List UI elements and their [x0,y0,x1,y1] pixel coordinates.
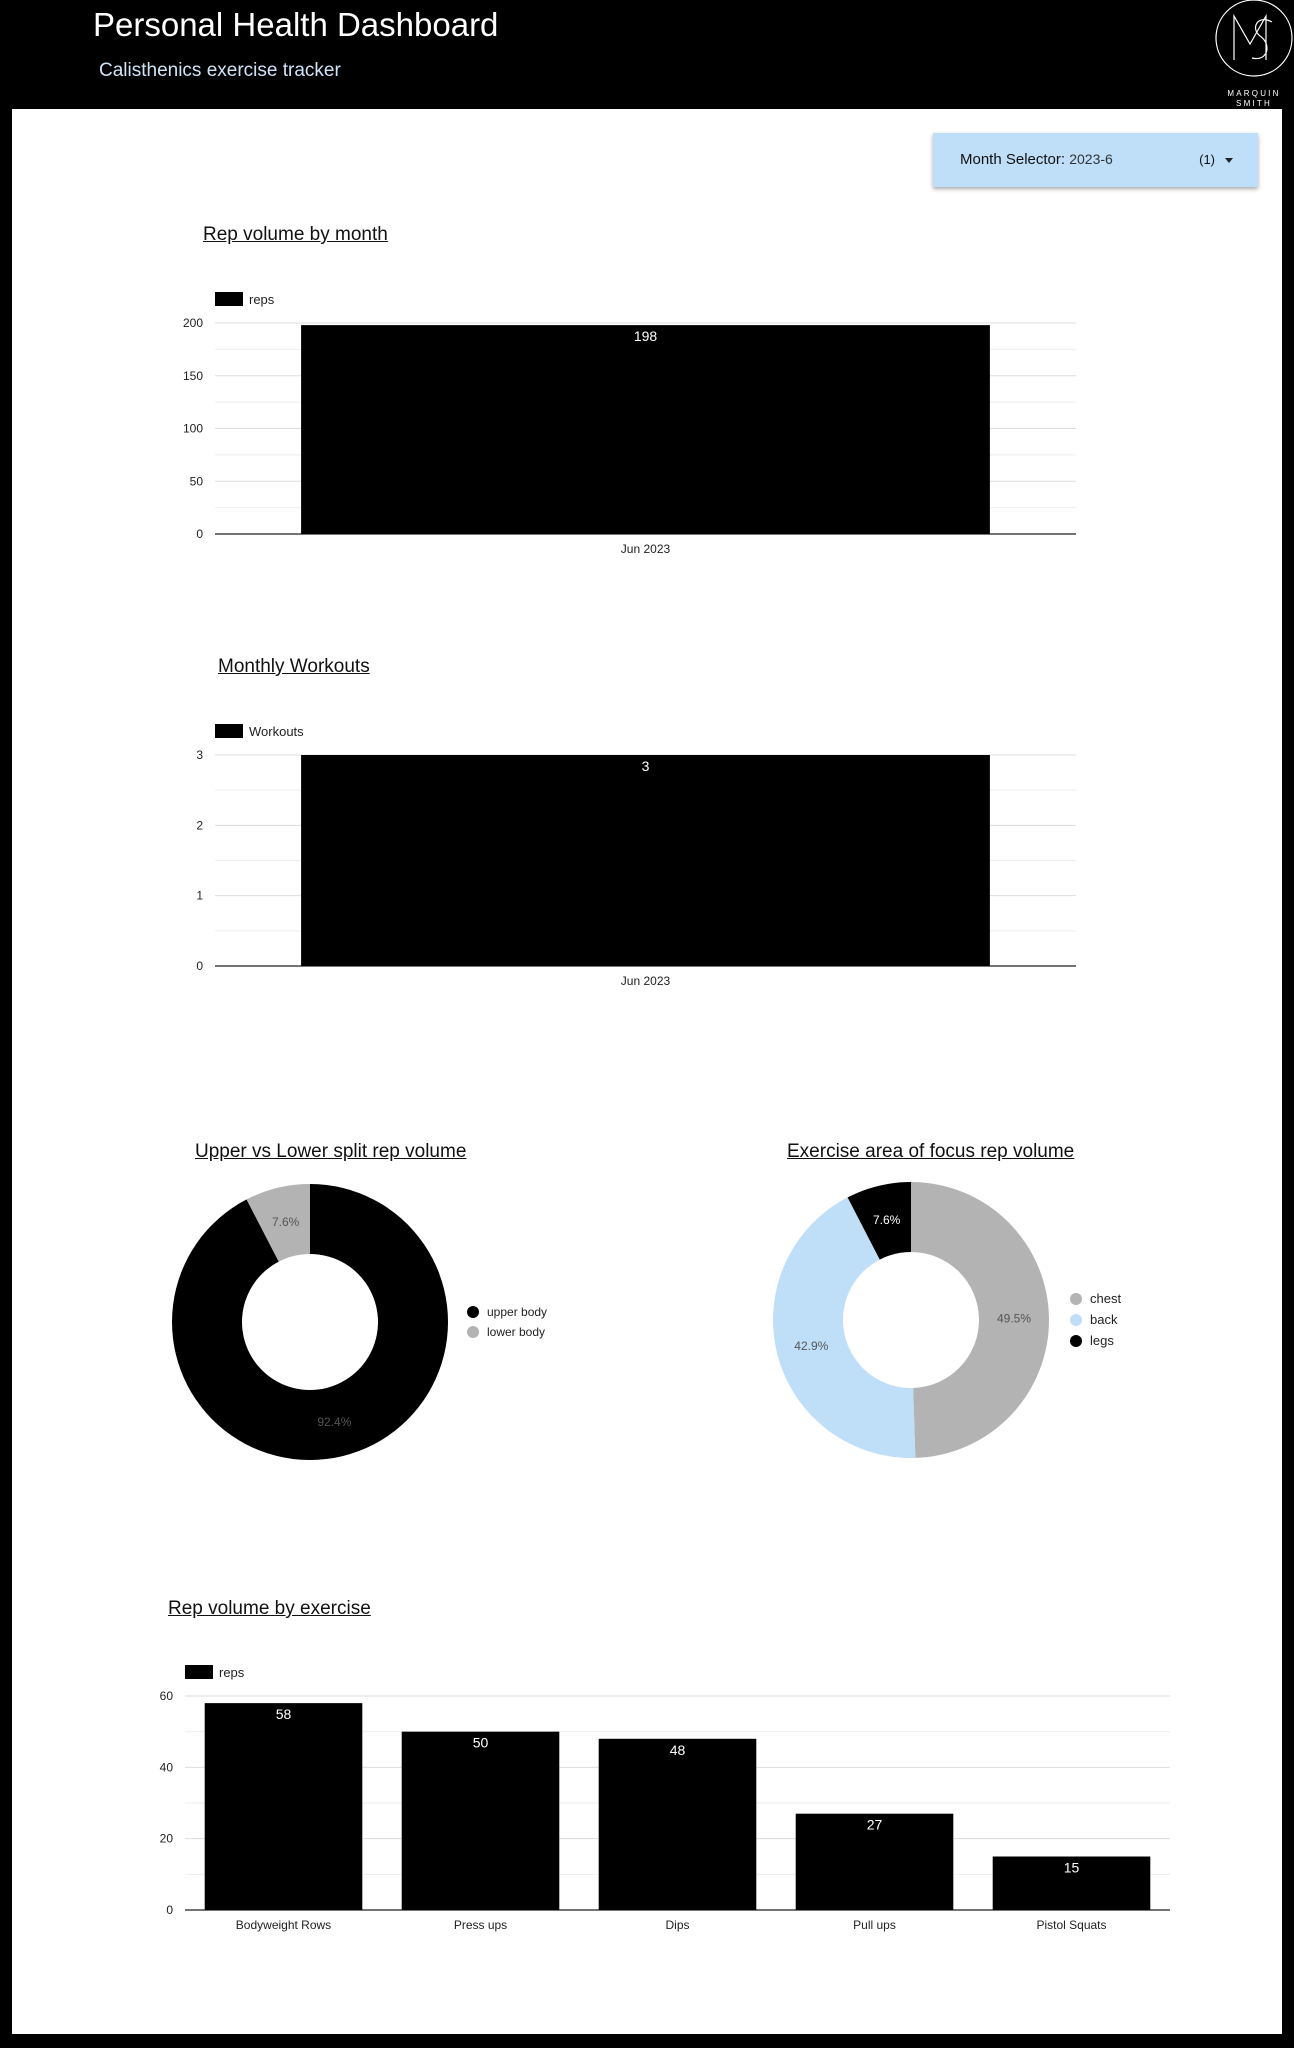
bar [301,325,990,534]
x-tick-label: Jun 2023 [620,974,671,988]
slice-data-label: 42.9% [794,1338,829,1353]
bar-data-label: 48 [669,1741,686,1758]
slice-data-label: 7.6% [872,1212,901,1227]
legend-label: upper body [487,1305,548,1319]
x-tick-label: Press ups [453,1918,508,1932]
monthly-workouts-chart [150,712,1090,1002]
brand-logo [1210,0,1294,108]
svg-text:MARQUIN: MARQUIN [1227,89,1281,98]
x-tick-label: Bodyweight Rows [235,1918,332,1932]
bar-data-label: 27 [866,1816,883,1833]
upper-lower-split-donut-chart [150,1170,610,1470]
legend-label: legs [1090,1333,1114,1348]
page-subtitle: Calisthenics exercise tracker [99,60,341,81]
logo-m-icon [1234,16,1266,60]
bar-data-label: 3 [641,758,650,774]
bar [205,1703,363,1910]
caret-down-icon[interactable] [1225,158,1233,163]
legend-swatch [467,1306,479,1318]
legend-label: Workouts [249,724,304,739]
area-of-focus-donut-chart [750,1170,1210,1470]
bar-data-label: 15 [1063,1859,1080,1876]
y-tick-label: 50 [189,474,203,489]
y-tick-label: 1 [196,888,203,903]
bar-data-label: 198 [633,328,658,345]
y-tick-label: 0 [196,527,203,541]
y-tick-label: 0 [196,959,203,973]
legend-label: reps [219,1665,245,1680]
chart-title-monthly-workouts: Monthly Workouts [218,656,370,677]
chart-title-upper-lower-split: Upper vs Lower split rep volume [195,1141,467,1162]
y-tick-label: 150 [182,368,203,383]
rep-volume-by-month-chart [150,280,1090,570]
svg-text:SMITH: SMITH [1236,99,1272,108]
chart-title-rep-volume-by-month: Rep volume by month [203,224,388,245]
y-tick-label: 3 [196,748,203,762]
x-tick-label: Jun 2023 [620,542,671,556]
legend-swatch [1070,1335,1082,1347]
legend-label: reps [249,292,275,307]
y-tick-label: 2 [196,818,203,833]
x-tick-label: Dips [665,1918,690,1932]
month-selector-count: (1) [1199,152,1215,167]
x-tick-label: Pull ups [853,1918,896,1932]
bar [402,1732,560,1910]
y-tick-label: 200 [182,316,203,330]
legend-label: back [1090,1312,1118,1327]
legend-swatch [1070,1293,1082,1305]
y-tick-label: 100 [182,421,203,436]
logo-s-icon [1252,20,1272,59]
chart-title-rep-volume-by-exercise: Rep volume by exercise [168,1598,371,1619]
slice-data-label: 7.6% [271,1214,300,1229]
slice-data-label: 49.5% [996,1311,1032,1326]
legend-swatch [467,1326,479,1338]
y-tick-label: 40 [159,1760,173,1775]
y-tick-label: 60 [159,1689,173,1703]
header [0,0,1294,108]
bar [301,755,990,966]
legend-label: lower body [487,1325,546,1339]
bar-data-label: 50 [472,1734,489,1751]
bar [599,1739,757,1910]
legend-swatch [185,1665,213,1679]
month-selector-dropdown[interactable] [933,133,1258,187]
page-title: Personal Health Dashboard [93,6,499,43]
month-selector-value: 2023-6 [1069,151,1113,167]
chart-title-area-of-focus: Exercise area of focus rep volume [787,1141,1075,1162]
bar-data-label: 58 [275,1706,292,1723]
y-tick-label: 0 [166,1903,173,1917]
legend-swatch [215,724,243,738]
x-tick-label: Pistol Squats [1036,1918,1107,1932]
legend-swatch [1070,1314,1082,1326]
slice-data-label: 92.4% [317,1415,352,1430]
y-tick-label: 20 [159,1831,173,1846]
legend-swatch [215,292,243,306]
legend-label: chest [1090,1291,1122,1306]
rep-volume-by-exercise-chart [140,1650,1190,1950]
month-selector-label: Month Selector: 2023-6 [960,151,1113,168]
